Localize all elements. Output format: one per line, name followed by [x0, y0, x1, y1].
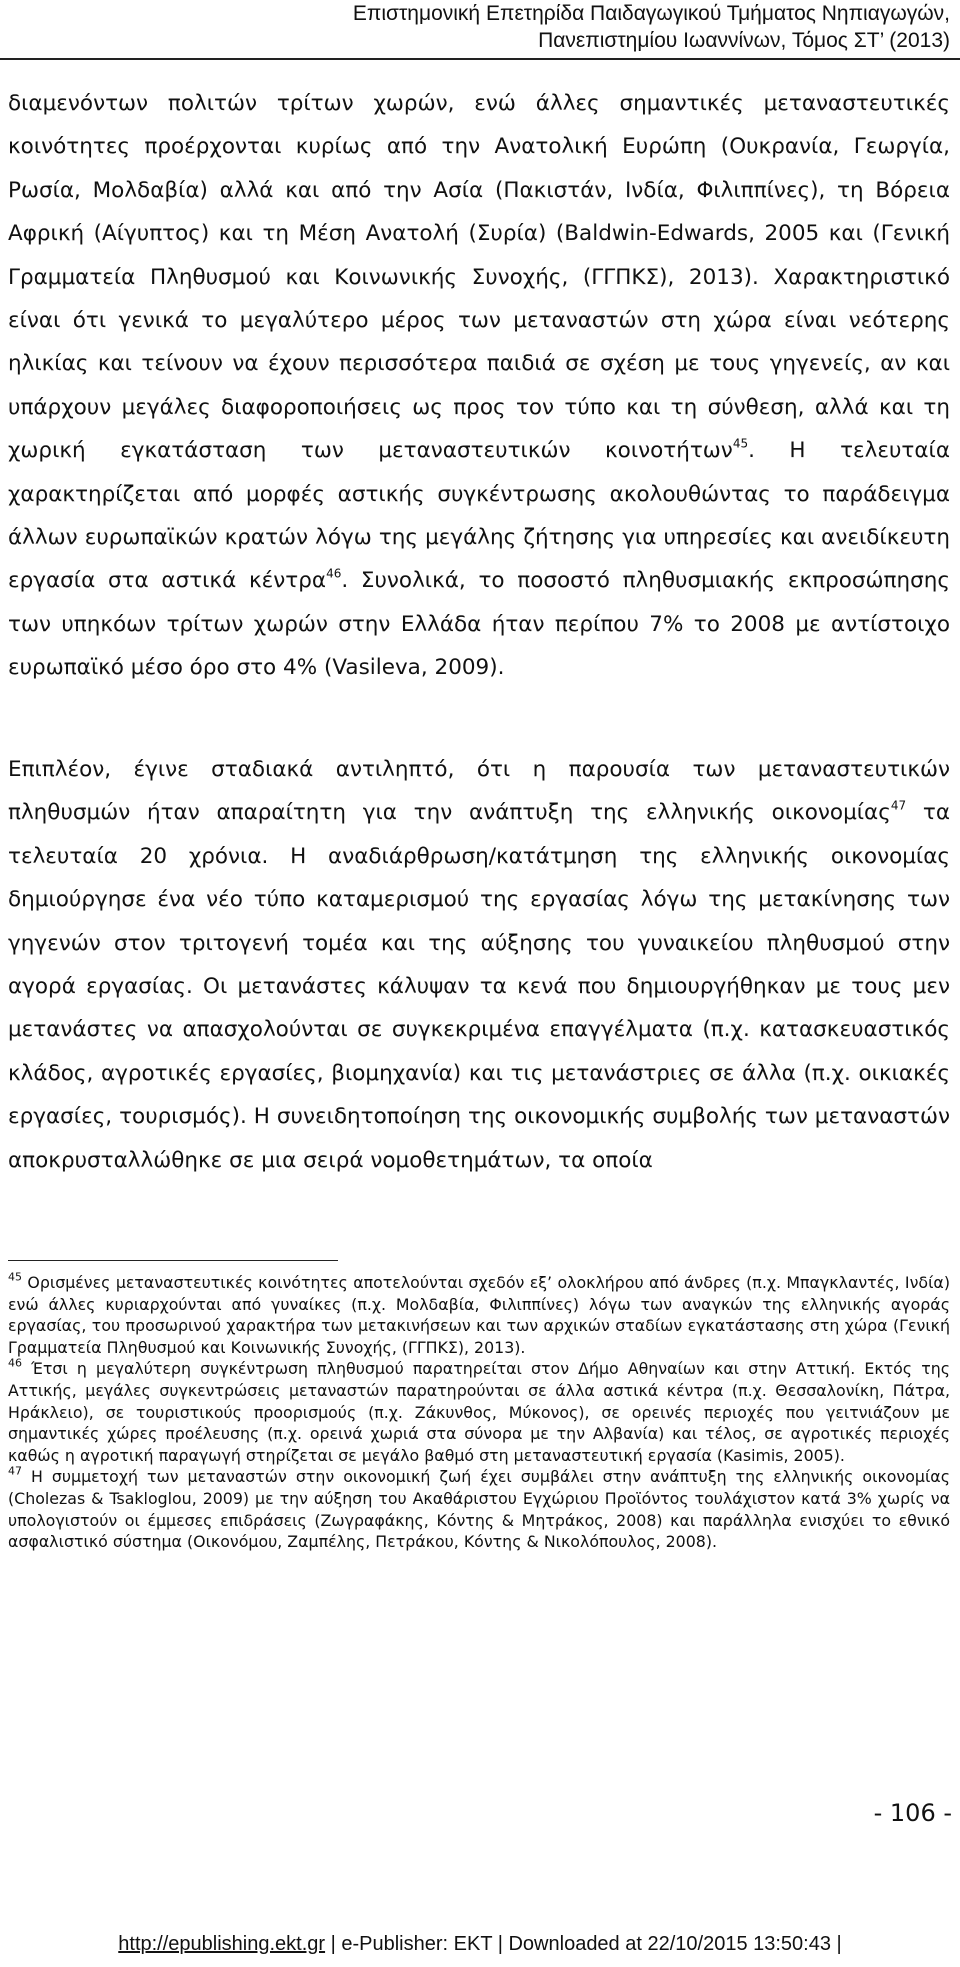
paragraph-1-text-b: . Η τελευταία χαρακτηρίζεται από μορφές αστικής συγκέντρωσης ακολουθώντας το παράδειγμα άλλων ευρωπαϊκών κρατών λόγω της μεγάλης ζήτησης για υπηρεσίες και ανειδίκευτη εργασία στα αστικά κέντρα	[8, 438, 950, 594]
footnote-divider	[8, 1260, 338, 1261]
footnote-47	[8, 1466, 950, 1552]
footnote-ref-45[interactable]: 45	[732, 436, 749, 451]
header-line-1: Επιστημονική Επετηρίδα Παιδαγωγικού Τμήματος Νηπιαγωγών,	[352, 2, 950, 25]
paragraph-2-text-b: τα τελευταία 20 χρόνια. Η αναδιάρθρωση/κατάτμηση της ελληνικής οικονομίας δημιούργησε ένα νέο τύπο καταμερισμού της εργασίας λόγω της μετακίνησης των γηγενών στον τριτογενή τομέα και της αύξησης του γυναικείου πληθυσμού στην αγορά εργασίας. Οι μετανάστες κάλυψαν τα κενά που δημιουργήθηκαν με τους μεν μετανάστες να απασχολούνται σε συγκεκριμένα επαγγέλματα (π.χ. κατασκευαστικός κλάδος, αγροτικές εργασίες, βιομηχανία) και τις μετανάστριες σε άλλα (π.χ. οικιακές εργασίες, τουρισμός). Η συνειδητοποίηση της οικονομικής συμβολής των μεταναστών αποκρυσταλλώθηκε σε μια σειρά νομοθετημάτων, τα οποία	[8, 800, 950, 1173]
footnote-46	[8, 1358, 950, 1466]
footnote-ref-47[interactable]: 47	[890, 798, 907, 813]
footnote-text: Ορισμένες μεταναστευτικές κοινότητες αποτελούνται σχεδόν εξ’ ολοκλήρου από άνδρες (π.χ. Μπαγκλαντές, Ινδία) ενώ άλλες κυριαρχούνται από γυναίκες (π.χ. Μολδαβία, Φιλιππίνες) λόγω των αναγκών της ελληνικής αγοράς εργασίας, του προσωρινού χαρακτήρα των μετακινήσεων και των αρχικών σταδίων εγκατάστασης στη χώρα (Γενική Γραμματεία Πληθυσμού και Κοινωνικής Συνοχής, (ΓΓΠΚΣ), 2013).	[8, 1273, 950, 1357]
paragraph-1-text-c: . Συνολικά, το ποσοστό πληθυσμιακής εκπροσώπησης των υπηκόων τρίτων χωρών στην Ελλάδα ήταν περίπου 7% το 2008 με αντίστοιχο ευρωπαϊκό μέσο όρο στο 4% (Vasileva, 2009).	[8, 568, 950, 681]
paragraph-2	[8, 748, 950, 1182]
footer-text: | e-Publisher: EKT | Downloaded at 22/10/2015 13:50:43 |	[325, 1933, 842, 1955]
footnote-number: 46	[8, 1356, 22, 1370]
footnote-number: 45	[8, 1270, 22, 1284]
footnote-ref-46[interactable]: 46	[326, 566, 342, 581]
header-divider	[0, 58, 960, 60]
footnotes	[8, 1272, 950, 1553]
download-footer	[0, 1931, 960, 1957]
header-line-2: Πανεπιστημίου Ιωαννίνων, Τόμος ΣΤ’ (2013)	[538, 29, 950, 52]
page-number: - 106 -	[873, 1799, 952, 1827]
footnote-number: 47	[8, 1464, 22, 1478]
running-header	[50, 0, 950, 54]
footnote-text: Έτσι η μεγαλύτερη συγκέντρωση πληθυσμού παρατηρείται στον Δήμο Αθηναίων και στην Αττική. Εκτός της Αττικής, μεγάλες συγκεντρώσεις μεταναστών παρατηρούνται σε άλλα αστικά κέντρα (π.χ. Θεσσαλονίκη, Πάτρα, Ηράκλειο), σε τουριστικούς προορισμούς (π.χ. Ζάκυνθος, Μύκονος), σε ορεινές περιοχές που γειτνιάζουν με σημαντικές χώρες προέλευσης (π.χ. ορεινά χωριά στα σύνορα με την Αλβανία) και τέλος, σε αγροτικές περιοχές καθώς η αγροτική παραγωγή στηρίζεται σε μεγάλο βαθμό στη μεταναστευτική εργασία (Kasimis, 2005).	[8, 1359, 950, 1465]
epublishing-link[interactable]: http://epublishing.ekt.gr	[118, 1933, 326, 1955]
paragraph-1-text-a: διαμενόντων πολιτών τρίτων χωρών, ενώ άλλες σημαντικές μεταναστευτικές κοινότητες προέρχονται κυρίως από την Ανατολική Ευρώπη (Ουκρανία, Γεωργία, Ρωσία, Μολδαβία) αλλά και από την Ασία (Πακιστάν, Ινδία, Φιλιππίνες), τη Βόρεια Αφρική (Αίγυπτος) και τη Μέση Ανατολή (Συρία) (Baldwin-Edwards, 2005 και (Γενική Γραμματεία Πληθυσμού και Κοινωνικής Συνοχής, (ΓΓΠΚΣ), 2013). Χαρακτηριστικό είναι ότι γενικά το μεγαλύτερο μέρος των μεταναστών στη χώρα είναι νεότερης ηλικίας και τείνουν να έχουν περισσότερα παιδιά σε σχέση με τους γηγενείς, αν και υπάρχουν μεγάλες διαφοροποιήσεις ως προς τον τύπο και τη σύνθεση, αλλά και τη χωρική εγκατάσταση των μεταναστευτικών κοινοτήτων	[8, 91, 950, 464]
paragraph-1	[8, 82, 950, 690]
paragraph-2-text-a: Επιπλέον, έγινε σταδιακά αντιληπτό, ότι η παρουσία των μεταναστευτικών πληθυσμών ήταν απαραίτητη για την ανάπτυξη της ελληνικής οικονομίας	[8, 757, 950, 826]
footnote-45	[8, 1272, 950, 1358]
footnote-text: Η συμμετοχή των μεταναστών στην οικονομική ζωή έχει συμβάλει στην ανάπτυξη της ελληνικής οικονομίας (Cholezas & Tsakloglou, 2009) με την αύξηση του Ακαθάριστου Εγχώριου Προϊόντος τουλάχιστον κατά 3% χωρίς να υπολογιστούν οι έμμεσες επιδράσεις (Ζωγραφάκης, Κόντης & Μητράκος, 2008) και παράλληλα ενισχύει το εθνικό ασφαλιστικό σύστημα (Οικονόμου, Ζαμπέλης, Πετράκου, Κόντης & Νικολόπουλος, 2008).	[8, 1467, 950, 1552]
